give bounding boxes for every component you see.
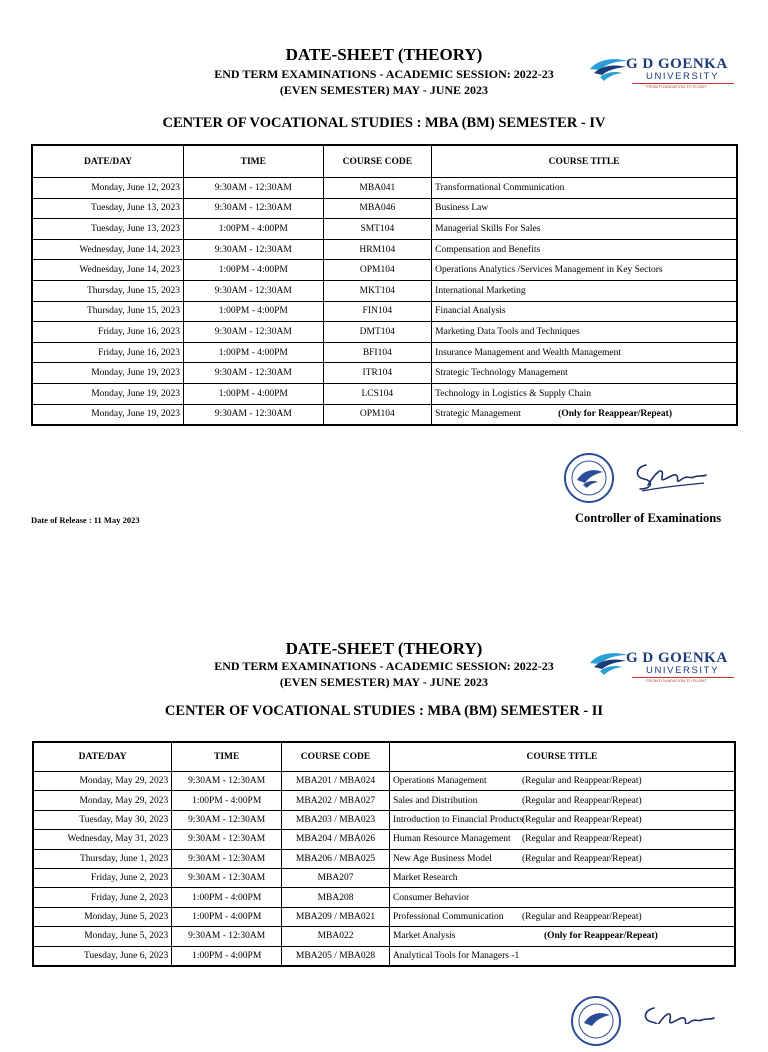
course-title-text: Marketing Data Tools and Techniques xyxy=(435,326,580,337)
course-note: (Only for Reappear/Repeat) xyxy=(543,931,658,942)
course-title-cell xyxy=(432,404,737,425)
time-cell: 9:30AM - 12:30AM xyxy=(172,868,282,887)
university-logo-2 xyxy=(588,647,738,689)
course-note: (Regular and Reappear/Repeat) xyxy=(521,814,642,825)
course-title-cell xyxy=(432,239,737,260)
sheet1-subtitle-semester: (EVEN SEMESTER) MAY - JUNE 2023 xyxy=(279,83,489,97)
course-title-cell xyxy=(432,219,737,240)
university-logo xyxy=(588,53,738,95)
table-row xyxy=(32,198,737,219)
logo-brand: G D GOENKA xyxy=(626,56,728,72)
time-cell: 1:00PM - 4:00PM xyxy=(184,383,323,404)
course-code-cell: HRM104 xyxy=(323,239,432,260)
time-cell: 1:00PM - 4:00PM xyxy=(184,260,323,281)
table-header-row xyxy=(33,742,735,772)
course-code-cell: SMT104 xyxy=(323,219,432,240)
time-cell: 1:00PM - 4:00PM xyxy=(172,946,282,966)
course-code-cell: OPM104 xyxy=(323,260,432,281)
course-title-cell xyxy=(389,888,735,907)
time-cell: 1:00PM - 4:00PM xyxy=(184,301,323,322)
sheet1-subtitle-session: END TERM EXAMINATIONS - ACADEMIC SESSION: 2022-23 xyxy=(214,67,554,81)
date-cell: Tuesday, May 30, 2023 xyxy=(33,810,172,829)
course-title-cell xyxy=(389,772,735,791)
sheet1-center-heading: CENTER OF VOCATIONAL STUDIES : MBA (BM) SEMESTER - IV xyxy=(162,115,606,131)
sheet2-center-heading: CENTER OF VOCATIONAL STUDIES : MBA (BM) SEMESTER - II xyxy=(164,703,604,719)
date-cell: Monday, June 5, 2023 xyxy=(33,927,172,946)
table-row xyxy=(32,342,737,363)
date-cell: Monday, June 5, 2023 xyxy=(33,907,172,926)
course-note: (Regular and Reappear/Repeat) xyxy=(521,795,642,806)
signature-image xyxy=(628,455,710,497)
university-seal-stamp-2 xyxy=(570,995,622,1047)
seal-icon xyxy=(563,452,615,504)
course-title-text: Market Research xyxy=(392,873,458,884)
course-title-cell xyxy=(389,868,735,887)
course-title-text: Business Law xyxy=(435,203,489,214)
time-cell: 9:30AM - 12:30AM xyxy=(184,322,323,343)
sheet2-title: DATE-SHEET (THEORY) xyxy=(285,639,483,658)
course-title-text: New Age Business Model xyxy=(392,853,492,864)
course-title-text: Human Resource Management xyxy=(392,834,511,845)
sheet2-subtitle-session: END TERM EXAMINATIONS - ACADEMIC SESSION: 2022-23 xyxy=(214,659,554,673)
table-row xyxy=(32,404,737,425)
table-header-row xyxy=(32,145,737,178)
header-course-code: COURSE CODE xyxy=(323,145,432,178)
course-title-text: Managerial Skills For Sales xyxy=(435,223,541,234)
header-course-title: COURSE TITLE xyxy=(432,145,737,178)
date-cell: Monday, May 29, 2023 xyxy=(33,772,172,791)
logo-tagline: FROM FOUNDATION TO FLIGHT xyxy=(646,678,707,683)
course-title-cell xyxy=(432,322,737,343)
course-code-cell: MBA204 / MBA026 xyxy=(282,830,390,849)
sheet1-title: DATE-SHEET (THEORY) xyxy=(285,45,483,64)
course-title-cell xyxy=(432,301,737,322)
course-title-text: Operations Management xyxy=(392,776,487,787)
course-note: (Only for Reappear/Repeat) xyxy=(558,409,672,420)
table-row xyxy=(33,830,735,849)
controller-of-examinations: Controller of Examinations xyxy=(575,511,722,525)
sheet2-table-body xyxy=(33,772,735,966)
table-row xyxy=(33,946,735,966)
course-code-cell: MBA207 xyxy=(282,868,390,887)
course-title-cell xyxy=(432,260,737,281)
table-row xyxy=(33,810,735,829)
course-title-text: Operations Analytics /Services Management in Key Sectors xyxy=(435,265,663,276)
time-cell: 1:00PM - 4:00PM xyxy=(172,888,282,907)
table-row xyxy=(33,927,735,946)
course-title-text: Strategic Management xyxy=(435,409,521,420)
table-row xyxy=(32,260,737,281)
time-cell: 9:30AM - 12:30AM xyxy=(172,927,282,946)
course-code-cell: ITR104 xyxy=(323,363,432,384)
time-cell: 1:00PM - 4:00PM xyxy=(184,219,323,240)
sheet1-table xyxy=(31,144,738,426)
course-code-cell: MKT104 xyxy=(323,280,432,301)
course-title-cell xyxy=(432,383,737,404)
sheet2-subtitle-semester: (EVEN SEMESTER) MAY - JUNE 2023 xyxy=(279,675,489,689)
time-cell: 9:30AM - 12:30AM xyxy=(184,178,323,199)
time-cell: 9:30AM - 12:30AM xyxy=(172,810,282,829)
table-row xyxy=(33,907,735,926)
course-code-cell: MBA022 xyxy=(282,927,390,946)
date-cell: Thursday, June 1, 2023 xyxy=(33,849,172,868)
time-cell: 1:00PM - 4:00PM xyxy=(172,907,282,926)
course-code-cell: BFI104 xyxy=(323,342,432,363)
date-cell: Wednesday, May 31, 2023 xyxy=(33,830,172,849)
course-title-cell xyxy=(389,791,735,810)
bird-logo-icon xyxy=(588,649,630,679)
time-cell: 9:30AM - 12:30AM xyxy=(184,404,323,425)
course-title-text: Market Analysis xyxy=(392,931,456,942)
time-cell: 1:00PM - 4:00PM xyxy=(172,791,282,810)
course-code-cell: MBA046 xyxy=(323,198,432,219)
date-cell: Tuesday, June 13, 2023 xyxy=(32,219,184,240)
sheet2-table xyxy=(32,741,736,967)
date-cell: Monday, June 19, 2023 xyxy=(32,404,184,425)
date-cell: Thursday, June 15, 2023 xyxy=(32,301,184,322)
course-title-text: Professional Communication xyxy=(392,911,504,922)
course-title-text: Technology in Logistics & Supply Chain xyxy=(435,388,591,399)
course-title-cell xyxy=(389,830,735,849)
table-row xyxy=(32,219,737,240)
table-row xyxy=(32,178,737,199)
table-row xyxy=(33,849,735,868)
date-cell: Tuesday, June 6, 2023 xyxy=(33,946,172,966)
course-title-text: Financial Analysis xyxy=(435,306,506,317)
course-note: (Regular and Reappear/Repeat) xyxy=(521,853,642,864)
date-of-release: Date of Release : 11 May 2023 xyxy=(31,515,140,525)
course-title-text: Compensation and Benefits xyxy=(435,244,541,255)
course-title-cell xyxy=(389,849,735,868)
course-code-cell: OPM104 xyxy=(323,404,432,425)
signature-icon xyxy=(628,455,710,497)
table-row xyxy=(33,772,735,791)
course-code-cell: MBA041 xyxy=(323,178,432,199)
time-cell: 9:30AM - 12:30AM xyxy=(184,363,323,384)
course-code-cell: DMT104 xyxy=(323,322,432,343)
time-cell: 9:30AM - 12:30AM xyxy=(184,239,323,260)
date-cell: Wednesday, June 14, 2023 xyxy=(32,260,184,281)
course-title-cell xyxy=(432,342,737,363)
time-cell: 9:30AM - 12:30AM xyxy=(172,830,282,849)
course-title-cell xyxy=(389,810,735,829)
date-cell: Thursday, June 15, 2023 xyxy=(32,280,184,301)
date-cell: Friday, June 2, 2023 xyxy=(33,888,172,907)
seal-icon xyxy=(570,995,622,1047)
table-row xyxy=(32,322,737,343)
table-row xyxy=(32,301,737,322)
course-note: (Regular and Reappear/Repeat) xyxy=(521,834,642,845)
course-title-text: International Marketing xyxy=(435,285,526,296)
header-date: DATE/DAY xyxy=(32,145,184,178)
bird-logo-icon xyxy=(588,55,630,85)
course-code-cell: MBA206 / MBA025 xyxy=(282,849,390,868)
time-cell: 9:30AM - 12:30AM xyxy=(172,849,282,868)
course-title-cell xyxy=(432,363,737,384)
course-title-cell xyxy=(432,198,737,219)
course-code-cell: MBA209 / MBA021 xyxy=(282,907,390,926)
table-row xyxy=(33,868,735,887)
signature-image-2 xyxy=(636,998,718,1024)
table-row xyxy=(32,239,737,260)
header-time: TIME xyxy=(184,145,323,178)
time-cell: 1:00PM - 4:00PM xyxy=(184,342,323,363)
course-title-text: Transformational Communication xyxy=(435,182,565,193)
time-cell: 9:30AM - 12:30AM xyxy=(184,280,323,301)
table-row xyxy=(32,280,737,301)
course-title-cell xyxy=(389,907,735,926)
course-title-text: Strategic Technology Management xyxy=(435,368,568,379)
header-date: DATE/DAY xyxy=(33,742,172,772)
table-row xyxy=(32,383,737,404)
course-title-text: Insurance Management and Wealth Management xyxy=(435,347,621,358)
course-code-cell: MBA205 / MBA028 xyxy=(282,946,390,966)
course-code-cell: MBA202 / MBA027 xyxy=(282,791,390,810)
sheet1-table-body xyxy=(32,178,737,426)
logo-university: UNIVERSITY xyxy=(646,71,720,82)
course-title-text: Analytical Tools for Managers -1 xyxy=(392,950,520,961)
university-seal-stamp xyxy=(563,452,615,504)
course-note: (Regular and Reappear/Repeat) xyxy=(521,911,642,922)
logo-brand: G D GOENKA xyxy=(626,650,728,666)
signature-icon xyxy=(636,998,718,1024)
table-row xyxy=(33,888,735,907)
time-cell: 9:30AM - 12:30AM xyxy=(172,772,282,791)
date-cell: Friday, June 16, 2023 xyxy=(32,322,184,343)
course-code-cell: LCS104 xyxy=(323,383,432,404)
course-title-text: Introduction to Financial Products xyxy=(392,814,524,825)
header-time: TIME xyxy=(172,742,282,772)
course-code-cell: FIN104 xyxy=(323,301,432,322)
logo-university: UNIVERSITY xyxy=(646,665,720,676)
date-cell: Tuesday, June 13, 2023 xyxy=(32,198,184,219)
course-note: (Regular and Reappear/Repeat) xyxy=(521,776,642,787)
course-title-cell xyxy=(432,178,737,199)
time-cell: 9:30AM - 12:30AM xyxy=(184,198,323,219)
date-cell: Friday, June 2, 2023 xyxy=(33,868,172,887)
header-course-code: COURSE CODE xyxy=(282,742,390,772)
course-code-cell: MBA203 / MBA023 xyxy=(282,810,390,829)
course-title-cell xyxy=(389,927,735,946)
date-cell: Friday, June 16, 2023 xyxy=(32,342,184,363)
date-cell: Monday, June 19, 2023 xyxy=(32,363,184,384)
course-code-cell: MBA201 / MBA024 xyxy=(282,772,390,791)
date-cell: Monday, May 29, 2023 xyxy=(33,791,172,810)
header-course-title: COURSE TITLE xyxy=(389,742,735,772)
date-cell: Wednesday, June 14, 2023 xyxy=(32,239,184,260)
date-cell: Monday, June 12, 2023 xyxy=(32,178,184,199)
course-title-cell xyxy=(432,280,737,301)
course-code-cell: MBA208 xyxy=(282,888,390,907)
course-title-text: Sales and Distribution xyxy=(392,795,478,806)
logo-tagline: FROM FOUNDATION TO FLIGHT xyxy=(646,84,707,89)
date-cell: Monday, June 19, 2023 xyxy=(32,383,184,404)
course-title-cell xyxy=(389,946,735,966)
table-row xyxy=(32,363,737,384)
course-title-text: Consumer Behavior xyxy=(392,892,470,903)
table-row xyxy=(33,791,735,810)
